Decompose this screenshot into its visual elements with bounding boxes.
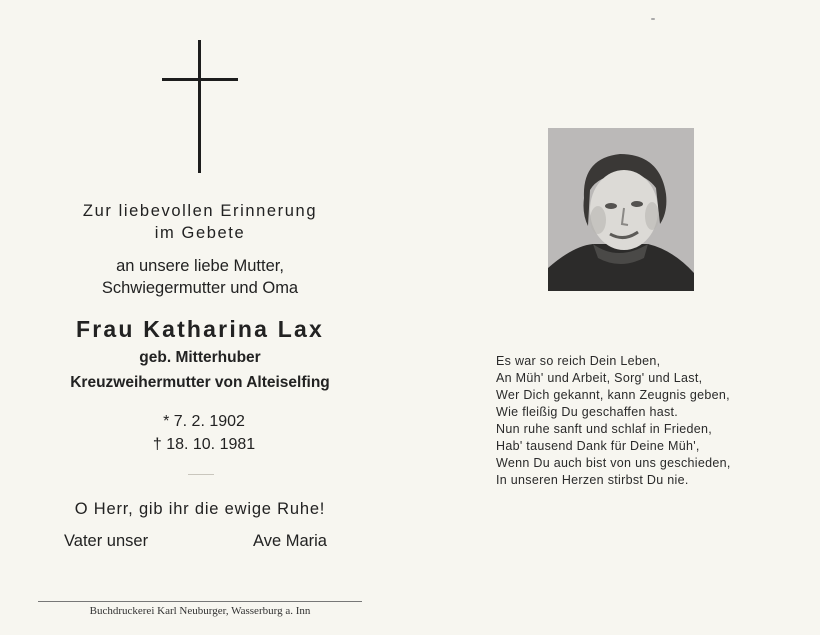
printer-imprint: Buchdruckerei Karl Neuburger, Wasserburg a. Inn [89, 605, 311, 617]
deceased-title: Kreuzweihermutter von Alteiselfing [70, 374, 330, 391]
divider-short [188, 474, 214, 475]
prayer-line: O Herr, gib ihr die ewige Ruhe! [74, 500, 326, 518]
prayer-hail-mary: Ave Maria [253, 532, 327, 550]
remembrance-heading: Zur liebevollen Erinnerung [82, 202, 318, 220]
cross-vertical-bar [198, 40, 201, 173]
cross-horizontal-bar [162, 78, 238, 81]
poem-line: In unseren Herzen stirbst Du nie. [496, 473, 689, 487]
deceased-name: Frau Katharina Lax [76, 316, 324, 342]
prayer-heading: im Gebete [154, 224, 246, 242]
dedication-line-1: an unsere liebe Mutter, [116, 257, 284, 275]
poem-line: Es war so reich Dein Leben, [496, 354, 661, 368]
poem-line: Wer Dich gekannt, kann Zeugnis geben, [496, 388, 730, 402]
dedication-line-2: Schwiegermutter und Oma [101, 279, 299, 297]
birth-date: * 7. 2. 1902 [163, 413, 245, 430]
poem-line: Hab' tausend Dank für Deine Müh', [496, 439, 700, 453]
portrait-photo [548, 128, 694, 291]
portrait-illustration [548, 128, 694, 291]
poem-line: Wenn Du auch bist von uns geschieden, [496, 456, 731, 470]
footer-divider [38, 601, 362, 602]
death-date: † 18. 10. 1981 [152, 436, 256, 453]
prayer-our-father: Vater unser [64, 532, 149, 550]
poem-line: Wie fleißig Du geschaffen hast. [496, 405, 679, 419]
paper-speck [651, 18, 655, 20]
memorial-poem [496, 353, 796, 489]
poem-line: An Müh' und Arbeit, Sorg' und Last, [496, 371, 703, 385]
maiden-name: geb. Mitterhuber [139, 349, 261, 366]
poem-line: Nun ruhe sanft und schlaf in Frieden, [496, 422, 713, 436]
